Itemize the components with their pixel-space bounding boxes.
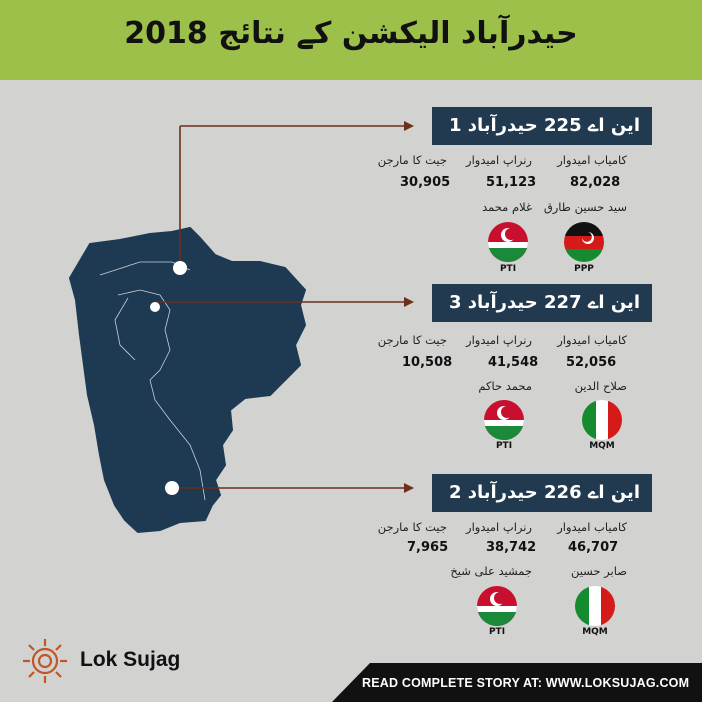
arrow-1 [180, 126, 406, 268]
mqm-flag-icon [582, 400, 622, 440]
margin-label: جیت کا مارجن [377, 333, 447, 347]
party-label: MQM [589, 441, 615, 451]
ppp-flag-icon [564, 222, 604, 262]
page-title: حیدرآباد الیکشن کے نتائج 2018 [124, 16, 578, 51]
runnerup-votes: 41,548 [488, 355, 539, 370]
arrow-1-head [404, 121, 414, 131]
brand-name: Lok Sujag [80, 648, 181, 671]
winner-votes: 52,056 [566, 355, 617, 370]
margin-label: جیت کا مارجن [377, 520, 447, 534]
lok-sujag-logo-icon [20, 636, 70, 686]
margin-votes: 7,965 [407, 540, 449, 555]
winner-label: کامیاب امیدوار [557, 333, 627, 347]
party-label: PPP [574, 264, 594, 274]
winner-label: کامیاب امیدوار [557, 153, 627, 167]
runnerup-label: رنراپ امیدوار [466, 520, 532, 534]
party-label: PTI [488, 627, 506, 637]
runnerup-name: محمد حاکم [478, 379, 532, 393]
arrow-2-head [404, 297, 414, 307]
winner-votes: 82,028 [570, 175, 621, 190]
marker-na226 [165, 481, 179, 495]
margin-label: جیت کا مارجن [377, 153, 447, 167]
pti-flag-icon [488, 222, 528, 262]
runnerup-label: رنراپ امیدوار [466, 153, 532, 167]
winner-name: صلاح الدین [574, 379, 627, 393]
margin-votes: 10,508 [402, 355, 453, 370]
party-label: MQM [582, 627, 608, 637]
marker-na227 [150, 302, 160, 312]
runnerup-label: رنراپ امیدوار [466, 333, 532, 347]
pti-flag-icon [484, 400, 524, 440]
runnerup-name: غلام محمد [482, 200, 532, 214]
footer-cta[interactable]: READ COMPLETE STORY AT: WWW.LOKSUJAG.COM [362, 676, 690, 690]
party-label: PTI [499, 264, 517, 274]
constituency-title-na227: این اے 227 حیدرآباد 3 [432, 284, 652, 322]
winner-votes: 46,707 [568, 540, 619, 555]
party-label: PTI [495, 441, 513, 451]
runnerup-votes: 51,123 [486, 175, 537, 190]
constituency-title-na225: این اے 225 حیدرآباد 1 [432, 107, 652, 145]
arrow-3-head [404, 483, 414, 493]
runnerup-votes: 38,742 [486, 540, 537, 555]
marker-na225 [173, 261, 187, 275]
winner-label: کامیاب امیدوار [557, 520, 627, 534]
constituency-title-na226: این اے 226 حیدرآباد 2 [432, 474, 652, 512]
winner-name: سید حسین طارق [543, 200, 627, 214]
winner-name: صابر حسین [570, 564, 627, 578]
runnerup-name: جمشید علی شیخ [450, 564, 532, 578]
pti-flag-icon [477, 586, 517, 626]
mqm-flag-icon [575, 586, 615, 626]
margin-votes: 30,905 [400, 175, 451, 190]
